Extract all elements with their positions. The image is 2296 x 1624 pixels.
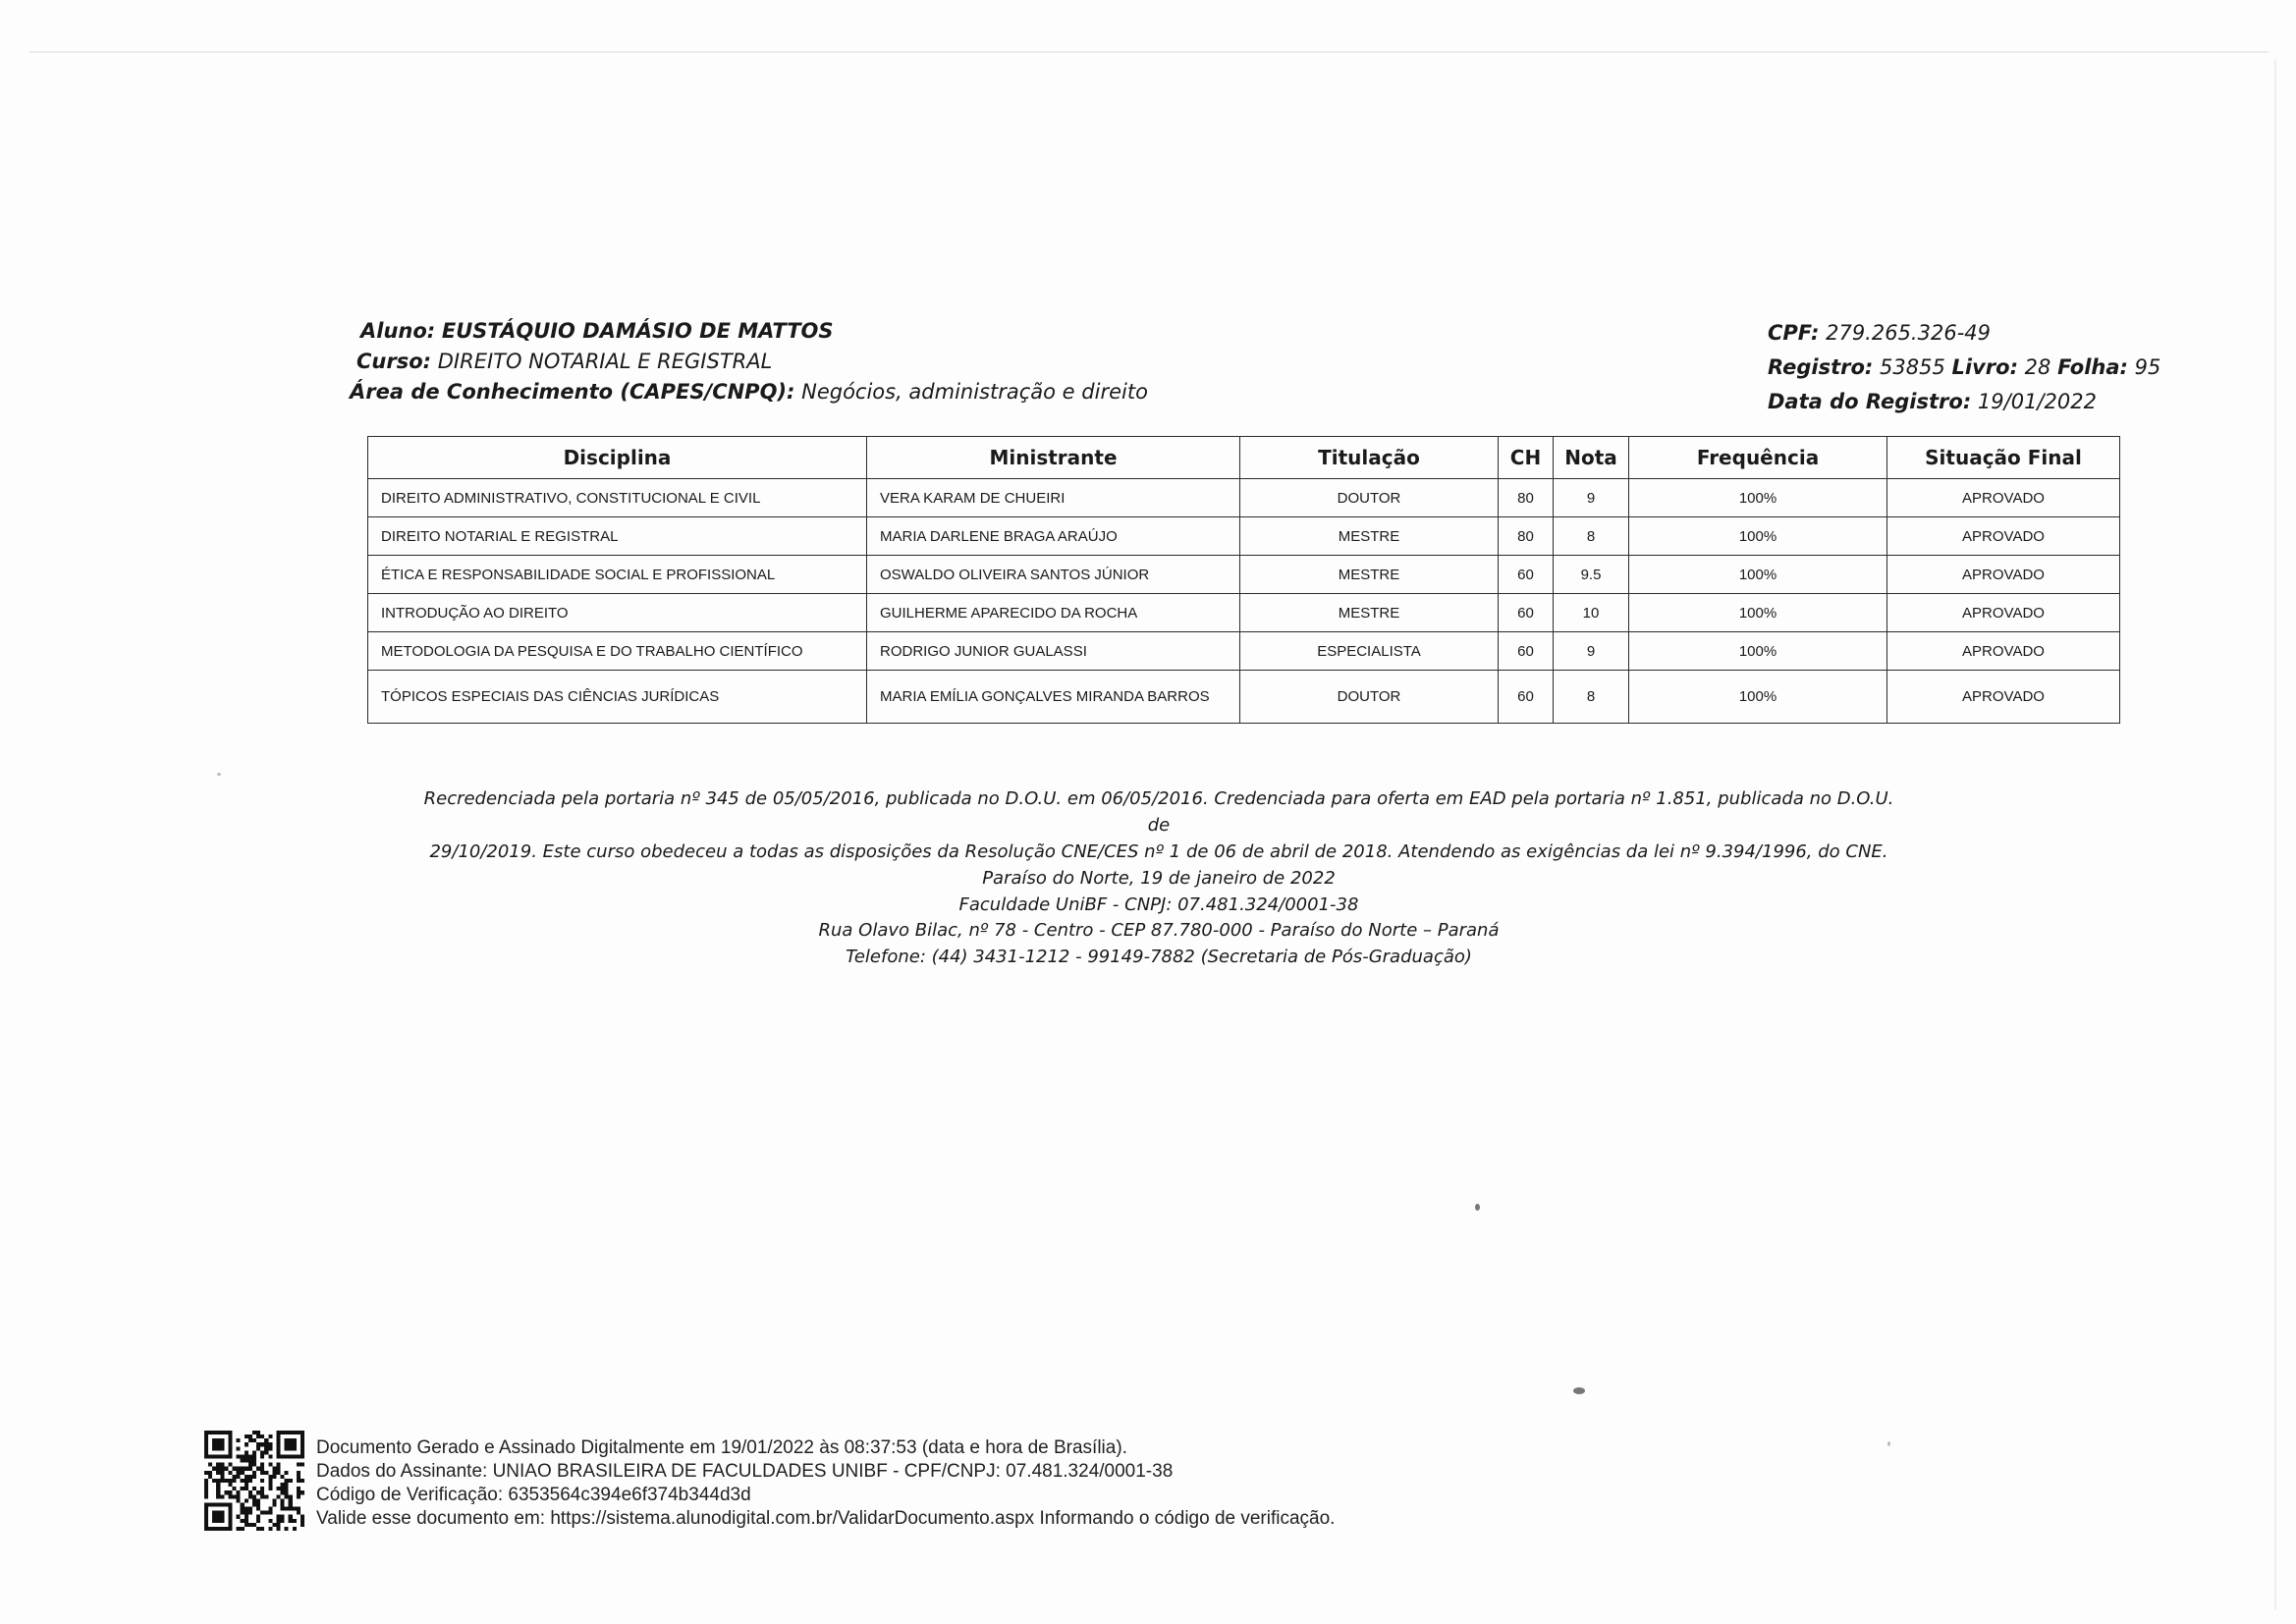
col-header-titulacao: Titulação bbox=[1240, 437, 1499, 479]
cell-situacao: APROVADO bbox=[1887, 556, 2120, 594]
cell-ch: 60 bbox=[1499, 594, 1554, 632]
registro-label: Registro: bbox=[1768, 355, 1874, 379]
cell-situacao: APROVADO bbox=[1887, 594, 2120, 632]
institution-cnpj: Faculdade UniBF - CNPJ: 07.481.324/0001-38 bbox=[958, 893, 1359, 915]
cell-nota: 9 bbox=[1554, 479, 1629, 517]
table-header-row bbox=[368, 437, 2120, 479]
cell-situacao: APROVADO bbox=[1887, 632, 2120, 671]
scan-speck bbox=[1573, 1387, 1585, 1394]
scan-speck bbox=[1475, 1204, 1480, 1211]
cell-ch: 60 bbox=[1499, 632, 1554, 671]
student-name-label: Aluno: bbox=[360, 319, 436, 343]
registry-info bbox=[1768, 316, 2160, 419]
table-row bbox=[368, 632, 2120, 671]
validation-url-line: Valide esse documento em: https://sistema.alunodigital.com.br/ValidarDocumento.aspx Informando o código de verificação. bbox=[316, 1508, 1336, 1529]
table-row bbox=[368, 479, 2120, 517]
cell-titulacao: DOUTOR bbox=[1240, 671, 1499, 724]
cell-ministrante: MARIA EMÍLIA GONÇALVES MIRANDA BARROS bbox=[867, 671, 1240, 724]
registro-value: 53855 bbox=[1880, 355, 1945, 379]
scan-right-edge bbox=[2274, 59, 2276, 1610]
registro-line bbox=[1768, 351, 2160, 385]
cell-ch: 80 bbox=[1499, 517, 1554, 556]
grades-table bbox=[367, 436, 2120, 724]
table-row bbox=[368, 556, 2120, 594]
cell-frequencia: 100% bbox=[1629, 479, 1887, 517]
cell-frequencia: 100% bbox=[1629, 594, 1887, 632]
cell-ch: 80 bbox=[1499, 479, 1554, 517]
livro-value: 28 bbox=[2024, 355, 2051, 379]
cell-disciplina: METODOLOGIA DA PESQUISA E DO TRABALHO CIENTÍFICO bbox=[368, 632, 867, 671]
course-label: Curso: bbox=[356, 350, 432, 373]
cpf-label: CPF: bbox=[1768, 321, 1820, 345]
cell-nota: 9 bbox=[1554, 632, 1629, 671]
registry-date-label: Data do Registro: bbox=[1768, 390, 1972, 413]
issuer-block bbox=[687, 866, 1630, 970]
course-line bbox=[356, 347, 1148, 377]
table-row bbox=[368, 517, 2120, 556]
institution-address: Rua Olavo Bilac, nº 78 - Centro - CEP 87.780-000 - Paraíso do Norte – Paraná bbox=[818, 920, 1500, 941]
scan-top-edge bbox=[29, 51, 2269, 53]
registry-date-line bbox=[1768, 385, 2160, 419]
col-header-disciplina: Disciplina bbox=[368, 437, 867, 479]
cell-ministrante: GUILHERME APARECIDO DA ROCHA bbox=[867, 594, 1240, 632]
cell-ministrante: RODRIGO JUNIOR GUALASSI bbox=[867, 632, 1240, 671]
scan-speck bbox=[217, 773, 221, 776]
cell-disciplina: TÓPICOS ESPECIAIS DAS CIÊNCIAS JURÍDICAS bbox=[368, 671, 867, 724]
qr-code-icon bbox=[204, 1431, 304, 1531]
area-value: Negócios, administração e direito bbox=[801, 380, 1148, 404]
cell-nota: 8 bbox=[1554, 671, 1629, 724]
student-info bbox=[350, 316, 1148, 407]
cell-titulacao: MESTRE bbox=[1240, 556, 1499, 594]
course-name: DIREITO NOTARIAL E REGISTRAL bbox=[437, 350, 773, 373]
cell-disciplina: ÉTICA E RESPONSABILIDADE SOCIAL E PROFISSIONAL bbox=[368, 556, 867, 594]
cell-ministrante: MARIA DARLENE BRAGA ARAÚJO bbox=[867, 517, 1240, 556]
col-header-nota: Nota bbox=[1554, 437, 1629, 479]
registry-date-value: 19/01/2022 bbox=[1977, 390, 2097, 413]
cell-ministrante: OSWALDO OLIVEIRA SANTOS JÚNIOR bbox=[867, 556, 1240, 594]
folha-label: Folha: bbox=[2057, 355, 2128, 379]
col-header-frequencia: Frequência bbox=[1629, 437, 1887, 479]
signer-details-line: Dados do Assinante: UNIAO BRASILEIRA DE FACULDADES UNIBF - CPF/CNPJ: 07.481.324/0001-38 bbox=[316, 1461, 1174, 1482]
col-header-ch: CH bbox=[1499, 437, 1554, 479]
livro-label: Livro: bbox=[1951, 355, 2018, 379]
cell-titulacao: ESPECIALISTA bbox=[1240, 632, 1499, 671]
institution-phone: Telefone: (44) 3431-1212 - 99149-7882 (Secretaria de Pós-Graduação) bbox=[846, 946, 1472, 967]
signature-generated-line: Documento Gerado e Assinado Digitalmente em 19/01/2022 às 08:37:53 (data e hora de Brasília). bbox=[316, 1437, 1127, 1458]
table-row bbox=[368, 594, 2120, 632]
cell-frequencia: 100% bbox=[1629, 671, 1887, 724]
cell-disciplina: DIREITO NOTARIAL E REGISTRAL bbox=[368, 517, 867, 556]
cell-situacao: APROVADO bbox=[1887, 517, 2120, 556]
place-date: Paraíso do Norte, 19 de janeiro de 2022 bbox=[982, 868, 1336, 889]
cell-situacao: APROVADO bbox=[1887, 479, 2120, 517]
cell-titulacao: DOUTOR bbox=[1240, 479, 1499, 517]
cell-ministrante: VERA KARAM DE CHUEIRI bbox=[867, 479, 1240, 517]
cell-ch: 60 bbox=[1499, 671, 1554, 724]
folha-value: 95 bbox=[2134, 355, 2161, 379]
accreditation-note-line: Recredenciada pela portaria nº 345 de 05/05/2016, publicada no D.O.U. em 06/05/2016. Credenciada para oferta em EAD pela portaria nº 1.851, publicada no D.O.U. de bbox=[423, 788, 1894, 836]
cell-frequencia: 100% bbox=[1629, 556, 1887, 594]
student-name-line bbox=[360, 316, 1148, 347]
cell-nota: 9.5 bbox=[1554, 556, 1629, 594]
col-header-ministrante: Ministrante bbox=[867, 437, 1240, 479]
cell-frequencia: 100% bbox=[1629, 632, 1887, 671]
accreditation-note-line: 29/10/2019. Este curso obedeceu a todas as disposições da Resolução CNE/CES nº 1 de 06 de abril de 2018. Atendendo as exigências da lei nº 9.394/1996, do CNE. bbox=[429, 841, 1888, 862]
verification-code-line: Código de Verificação: 6353564c394e6f374b344d3d bbox=[316, 1485, 751, 1505]
cell-titulacao: MESTRE bbox=[1240, 517, 1499, 556]
cell-situacao: APROVADO bbox=[1887, 671, 2120, 724]
cpf-line bbox=[1768, 316, 2160, 351]
cell-titulacao: MESTRE bbox=[1240, 594, 1499, 632]
cell-ch: 60 bbox=[1499, 556, 1554, 594]
cell-nota: 10 bbox=[1554, 594, 1629, 632]
area-line bbox=[350, 377, 1148, 407]
cpf-value: 279.265.326-49 bbox=[1826, 321, 1991, 345]
cell-disciplina: INTRODUÇÃO AO DIREITO bbox=[368, 594, 867, 632]
cell-frequencia: 100% bbox=[1629, 517, 1887, 556]
scan-speck bbox=[1887, 1441, 1890, 1446]
accreditation-note bbox=[412, 785, 1905, 865]
area-label: Área de Conhecimento (CAPES/CNPQ): bbox=[350, 380, 795, 404]
cell-nota: 8 bbox=[1554, 517, 1629, 556]
student-name: EUSTÁQUIO DAMÁSIO DE MATTOS bbox=[441, 319, 834, 343]
col-header-situacao: Situação Final bbox=[1887, 437, 2120, 479]
cell-disciplina: DIREITO ADMINISTRATIVO, CONSTITUCIONAL E CIVIL bbox=[368, 479, 867, 517]
table-row bbox=[368, 671, 2120, 724]
digital-signature-footer bbox=[316, 1436, 1335, 1531]
